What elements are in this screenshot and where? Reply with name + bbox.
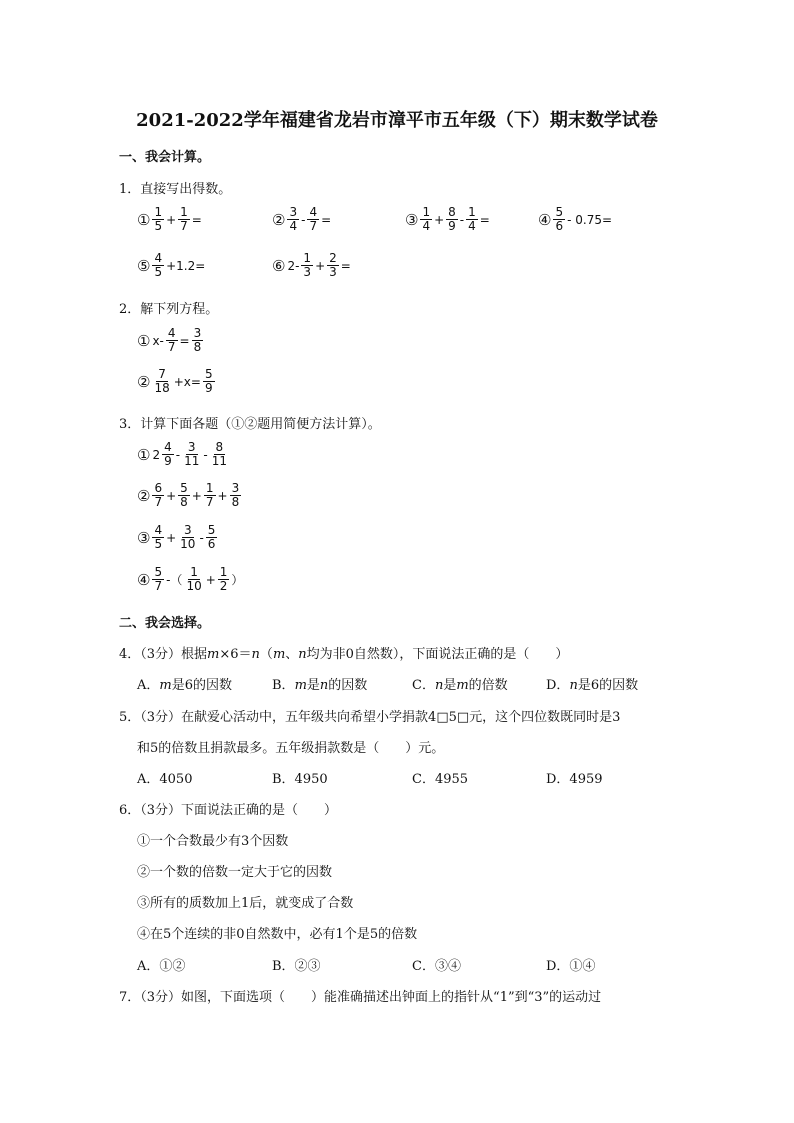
numerator: 6	[154, 481, 163, 495]
item-number-mark: ⑥	[272, 256, 286, 275]
item-number-mark: ③	[405, 210, 419, 229]
q1-item-4	[538, 206, 613, 233]
operator: -	[459, 212, 465, 227]
q1-item-3	[405, 206, 491, 233]
denominator: 3	[329, 265, 337, 279]
q1-item-6	[272, 252, 352, 279]
operator: +	[217, 488, 228, 503]
fraction	[178, 206, 190, 233]
operator: ）	[231, 573, 244, 587]
item-number-mark: ②	[272, 210, 286, 229]
q2-item-1	[137, 327, 204, 354]
denominator: 7	[180, 219, 188, 233]
question-4-text: 4．（3分）根据m×6＝n（m、n均为非0自然数），下面说法正确的是（ ）	[119, 647, 569, 662]
operator: =	[479, 212, 490, 227]
fraction	[307, 206, 319, 233]
fraction	[152, 368, 171, 395]
denominator: 9	[204, 381, 213, 395]
operator: +	[166, 212, 177, 227]
denominator: 8	[193, 340, 202, 354]
fraction	[152, 566, 164, 593]
denominator: 7	[309, 219, 318, 233]
q5-option-d[interactable]: D．4959	[546, 772, 603, 787]
q1-item-5	[137, 252, 206, 279]
q6-option-c[interactable]: C．③④	[412, 959, 461, 974]
numerator: 4	[154, 251, 163, 265]
denominator: 7	[167, 340, 176, 354]
section-1-heading: 一、我会计算。	[119, 150, 211, 165]
question-5-line-2: 和5的倍数且捐款最多。五年级捐款数是（ ）元。	[137, 741, 445, 756]
denominator: 10	[180, 537, 196, 551]
denominator: 9	[448, 219, 456, 233]
denominator: 7	[154, 579, 163, 593]
operator: +	[315, 258, 326, 273]
q4-option-d[interactable]: D．n是6的因数	[546, 678, 639, 693]
operator: -	[203, 447, 208, 462]
denominator: 6	[207, 537, 216, 551]
operator: +x=	[173, 374, 201, 389]
item-number-mark: ④	[137, 570, 151, 589]
denominator: 8	[231, 495, 240, 509]
q2-item-2	[137, 368, 216, 395]
numerator: 3	[183, 523, 192, 537]
denominator: 2	[219, 579, 228, 593]
numerator: 1	[219, 565, 228, 579]
item-number-mark: ⑤	[137, 256, 151, 275]
fraction	[203, 368, 215, 395]
numerator: 1	[422, 205, 431, 219]
operator: +	[434, 212, 445, 227]
operator: =	[191, 212, 202, 227]
q6-statement-2: ②一个数的倍数一定大于它的因数	[137, 865, 333, 880]
operator: +	[166, 488, 177, 503]
denominator: 11	[184, 454, 200, 468]
question-7-line-1: 7．（3分）如图，下面选项（ ）能准确描述出钟面上的指针从“1”到“3”的运动过	[119, 990, 602, 1005]
q5-option-b[interactable]: B．4950	[272, 772, 328, 787]
fraction	[301, 252, 313, 279]
fraction	[218, 566, 230, 593]
numerator: 8	[215, 440, 224, 454]
fraction	[287, 206, 299, 233]
q6-option-d[interactable]: D．①④	[546, 959, 596, 974]
fraction	[162, 441, 174, 468]
item-number-mark: ④	[538, 210, 552, 229]
q1-item-2	[272, 206, 332, 233]
question-3-label: 3．计算下面各题（①②题用简便方法计算）。	[119, 417, 381, 432]
numerator: 1	[190, 565, 198, 579]
fraction	[446, 206, 458, 233]
operator: +	[205, 572, 216, 587]
denominator: 4	[422, 219, 431, 233]
fraction	[230, 482, 242, 509]
q6-option-a[interactable]: A．①②	[137, 959, 186, 974]
q3-item-2	[137, 482, 242, 509]
q4-option-c[interactable]: C．n是m的倍数	[412, 678, 508, 693]
denominator: 18	[154, 381, 170, 395]
fraction	[152, 206, 164, 233]
q3-item-4	[137, 566, 244, 593]
operator: +	[191, 488, 202, 503]
fraction	[192, 327, 204, 354]
numerator: 5	[154, 565, 163, 579]
denominator: 5	[154, 265, 163, 279]
numerator: 5	[204, 367, 213, 381]
q3-item-1	[137, 441, 230, 468]
operator: -（	[166, 573, 183, 587]
numerator: 5	[555, 205, 564, 219]
fraction	[204, 482, 216, 509]
numerator: 8	[448, 205, 456, 219]
numerator: 3	[289, 205, 298, 219]
operator: -	[301, 212, 306, 227]
fraction	[184, 566, 203, 593]
numerator: 4	[154, 523, 163, 537]
question-1-label: 1．直接写出得数。	[119, 182, 232, 197]
item-number-mark: ②	[137, 486, 151, 505]
item-number-mark: ①	[137, 445, 151, 464]
fraction	[178, 524, 197, 551]
operator: =	[321, 212, 332, 227]
denominator: 7	[205, 495, 214, 509]
denominator: 11	[211, 454, 227, 468]
numerator: 1	[154, 205, 163, 219]
numerator: 4	[164, 440, 172, 454]
denominator: 9	[164, 454, 172, 468]
numerator: 1	[303, 251, 312, 265]
operator: -	[199, 530, 204, 545]
fraction	[206, 524, 218, 551]
fraction	[152, 252, 164, 279]
numerator: 4	[309, 205, 318, 219]
question-2-label: 2．解下列方程。	[119, 302, 219, 317]
fraction	[152, 482, 164, 509]
fraction	[420, 206, 432, 233]
fraction	[327, 252, 339, 279]
item-number-mark: ①	[137, 331, 151, 350]
numerator: 1	[180, 205, 188, 219]
fraction	[166, 327, 178, 354]
numerator: 5	[207, 523, 216, 537]
fraction	[182, 441, 201, 468]
item-number-mark: ①	[137, 210, 151, 229]
denominator: 7	[154, 495, 163, 509]
operator: +	[166, 530, 177, 545]
denominator: 5	[154, 219, 163, 233]
numerator: 3	[187, 440, 196, 454]
fraction	[210, 441, 229, 468]
denominator: 4	[468, 219, 476, 233]
denominator: 5	[154, 537, 163, 551]
operator: x-	[152, 333, 164, 348]
item-number-mark: ②	[137, 372, 151, 391]
denominator: 3	[303, 265, 312, 279]
page-title: 2021-2022学年福建省龙岩市漳平市五年级（下）期末数学试卷	[136, 110, 658, 131]
denominator: 10	[186, 579, 202, 593]
q3-item-3	[137, 524, 218, 551]
numerator: 3	[193, 326, 202, 340]
numerator: 4	[167, 326, 176, 340]
operator: =	[179, 333, 190, 348]
fraction	[178, 482, 190, 509]
fraction	[466, 206, 478, 233]
q5-option-a[interactable]: A．4050	[137, 772, 193, 787]
operator: +1.2=	[166, 258, 206, 273]
q1-item-1	[137, 206, 203, 233]
operator: -	[175, 447, 181, 462]
q6-statement-4: ④在5个连续的非0自然数中，必有1个是5的倍数	[137, 927, 418, 942]
denominator: 6	[555, 219, 564, 233]
numerator: 1	[205, 481, 214, 495]
q4-option-a[interactable]: A．m是6的因数	[137, 678, 232, 693]
fraction	[553, 206, 565, 233]
q6-option-b[interactable]: B．②③	[272, 959, 321, 974]
operator: 2	[152, 447, 161, 462]
numerator: 5	[180, 481, 188, 495]
numerator: 1	[468, 205, 476, 219]
q6-statement-1: ①一个合数最少有3个因数	[137, 834, 289, 849]
operator: - 0.75=	[567, 212, 613, 227]
fraction	[152, 524, 164, 551]
section-2-heading: 二、我会选择。	[119, 616, 211, 631]
question-6-label: 6．（3分）下面说法正确的是（ ）	[119, 803, 338, 818]
q5-option-c[interactable]: C．4955	[412, 772, 469, 787]
q4-option-b[interactable]: B．m是n的因数	[272, 678, 368, 693]
operator: =	[340, 258, 351, 273]
denominator: 4	[289, 219, 298, 233]
numerator: 3	[231, 481, 240, 495]
numerator: 7	[158, 367, 166, 381]
numerator: 2	[329, 251, 337, 265]
question-5-line-1: 5．（3分）在献爱心活动中，五年级共向希望小学捐款4□5□元，这个四位数既同时是3	[119, 710, 621, 725]
operator: 2-	[287, 258, 300, 273]
item-number-mark: ③	[137, 528, 151, 547]
q6-statement-3: ③所有的质数加上1后，就变成了合数	[137, 896, 354, 911]
denominator: 8	[180, 495, 188, 509]
